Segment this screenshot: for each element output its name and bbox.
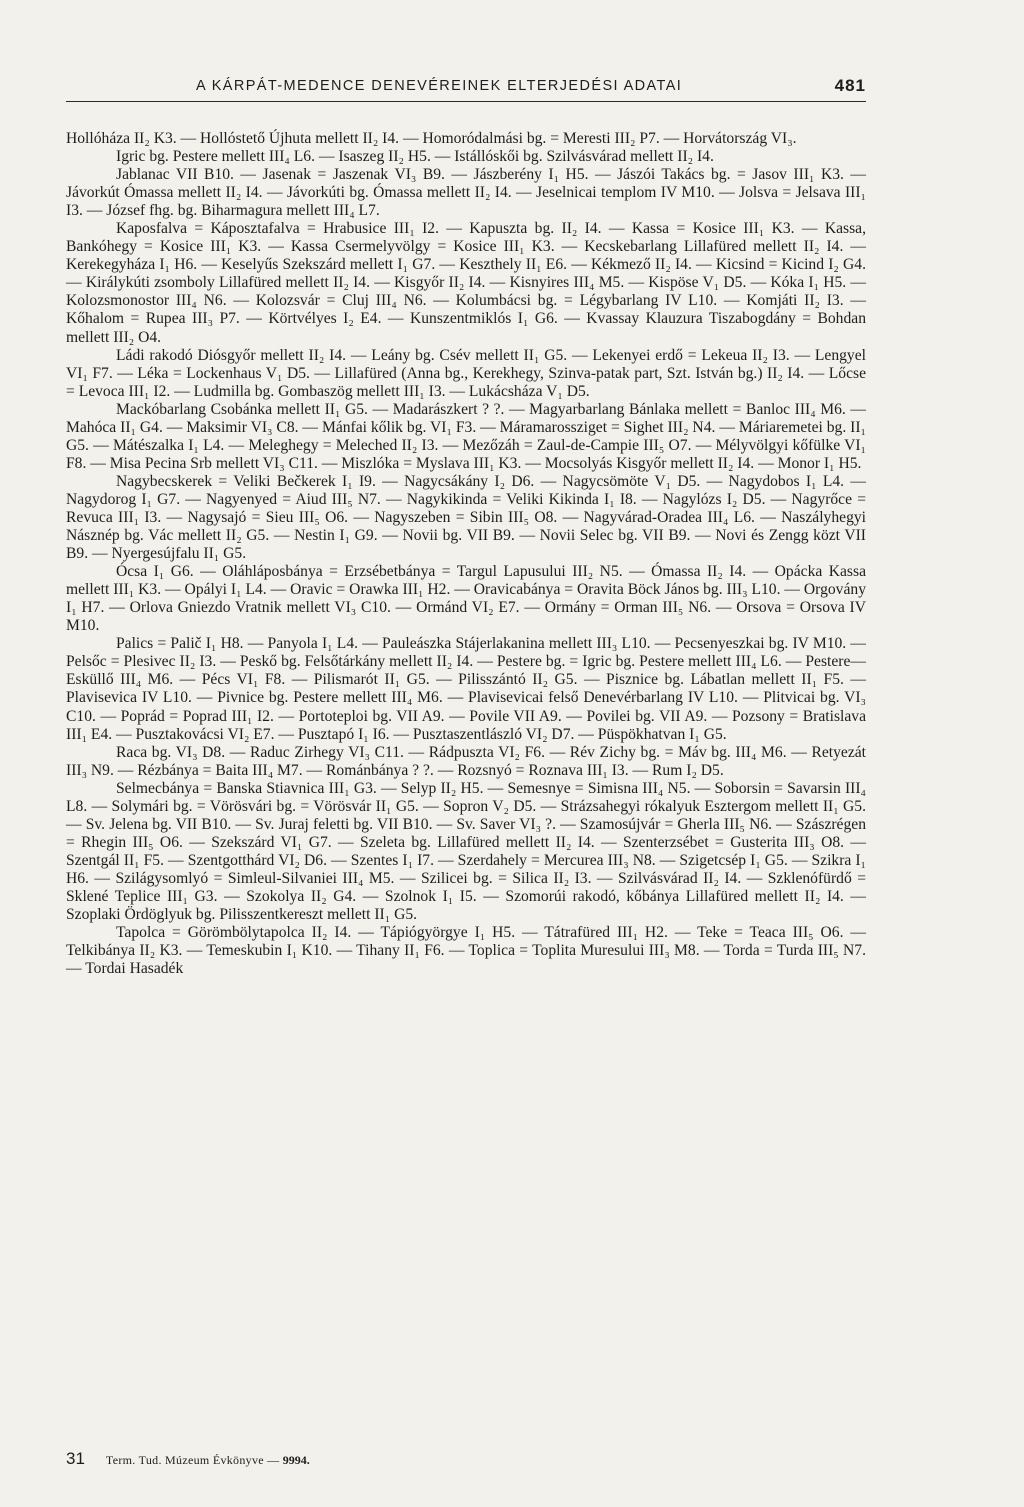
signature-mark: 31 <box>66 1449 85 1468</box>
page-footer <box>66 1449 866 1469</box>
page-number: 481 <box>834 76 866 95</box>
paragraph-j: Jablanac VII B10. — Jasenak = Jaszenak VI₃ B9. — Jászberény I₁ H5. — Jászói Takács bg. = Jasov III₁ K3. — Jávorkút Ómassa mellett II₂ I4. — Jávorkúti bg. Ómassa mellett II₂ I4. — Jeselnicai templom IV M10. — Jolsva = Jelsava III₁ I3. — József fhg. bg. Biharmagura mellett III₄ L7. <box>66 166 866 220</box>
paragraph-l: Ládi rakodó Diósgyőr mellett II₂ I4. — Leány bg. Csév mellett II₁ G5. — Lekenyei erdő = Lekeua II₂ I3. — Lengyel VI₁ F7. — Léka = Lockenhaus V₁ D5. — Lillafüred (Anna bg., Kerekhegy, Szinva-patak part, Szt. István bg.) II₂ I4. — Lőcse = Levoca III₁ I2. — Ludmilla bg. Gombaszög mellett III₁ I3. — Lukácsháza V₁ D5. <box>66 346 866 400</box>
paragraph-o: Ócsa I₁ G6. — Oláhláposbánya = Erzsébetbánya = Targul Lapusului III₂ N5. — Ómassa II₂ I4. — Opácka Kassa mellett III₁ K3. — Opályi I₁ L4. — Oravic = Orawka III₁ H2. — Oravicabánya = Oravita Böck János bg. III₃ L10. — Orgovány I₁ H7. — Orlova Gniezdo Vratnik mellett VI₃ C10. — Ormánd VI₂ E7. — Ormány = Orman III₅ N6. — Orsova = Orsova IV M10. <box>66 563 866 635</box>
page-header <box>66 74 866 100</box>
header-rule <box>66 101 866 102</box>
paragraph-h: Hollóháza II₂ K3. — Hollóstető Újhuta mellett II₂ I4. — Homoródalmási bg. = Meresti III₂ P7. — Horvátország VI₃. <box>66 130 797 147</box>
running-title: A KÁRPÁT-MEDENCE DENEVÉREINEK ELTERJEDÉSI ADATAI <box>196 78 683 94</box>
footer-text: Term. Tud. Múzeum Évkönyve — <box>105 1453 283 1467</box>
paragraph-p: Palics = Palič I₁ H8. — Panyola I₁ L4. — Pauleászka Stájerlakanina mellett III₃ L10. — Pecsenyeszkai bg. IV M10. — Pelsőc = Plesivec II₂ I3. — Peskő bg. Felsőtárkány mellett II₂ I4. — Pestere bg. = Igric bg. Pestere mellett III₄ L6. — Pestere—Esküllő III₄ M6. — Pécs VI₁ F8. — Pilismarót II₁ G5. — Pilisszántó II₂ G5. — Pisznice bg. Lábatlan mellett II₁ F5. — Plavisevica IV L10. — Pivnice bg. Pestere mellett III₄ M6. — Plavisevicai felső Denevérbarlang IV L10. — Plitvicai bg. VI₃ C10. — Poprád = Poprad III₁ I2. — Portoteploi bg. VII A9. — Povile VII A9. — Povilei bg. VII A9. — Pozsony = Bratislava III₁ E4. — Pusztakovácsi VI₂ E7. — Pusztapó I₁ I6. — Pusztaszentlászló VI₂ D7. — Püspökhatvan I₁ G5. <box>66 635 866 743</box>
gazetteer-text <box>66 130 866 978</box>
paragraph-t: Tapolca = Görömbölytapolca II₂ I4. — Tápiógyörgye I₁ H5. — Tátrafüred III₁ H2. — Teke = Teaca III₅ O6. — Telkibánya II₂ K3. — Temeskubin I₁ K10. — Tihany II₁ F6. — Toplica = Toplita Muresului III₃ M8. — Torda = Turda III₅ N7. — Tordai Hasadék <box>66 924 866 978</box>
footer-year: 9994. <box>282 1453 310 1467</box>
paragraph-k: Kaposfalva = Káposztafalva = Hrabusice III₁ I2. — Kapuszta bg. II₂ I4. — Kassa = Kosice III₁ K3. — Kassa, Bankóhegy = Kosice III₁ K3. — Kassa Csermelyvölgy = Kosice III₁ K3. — Kecskebarlang Lillafüred mellett II₂ I4. — Kerekegyháza I₁ H6. — Keselyűs Szekszárd mellett I₁ G7. — Keszthely II₁ E6. — Kékmező II₂ I4. — Kicsind = Kicind I₂ G4. — Királykúti zsomboly Lillafüred mellett II₂ I4. — Kisgyőr II₂ I4. — Kisnyires III₄ M5. — Kispöse V₁ D5. — Kóka I₁ H5. — Kolozsmonostor III₄ N6. — Kolozsvár = Cluj III₄ N6. — Kolumbácsi bg. = Légybarlang IV L10. — Komjáti II₂ I3. — Kőhalom = Rupea III₃ P7. — Körtvélyes I₂ E4. — Kunszentmiklós I₁ G6. — Kvassay Klauzura Tiszabogdány = Bohdan mellett III₂ O4. <box>66 220 866 346</box>
paragraph-i: Igric bg. Pestere mellett III₄ L6. — Isaszeg II₂ H5. — Istállóskői bg. Szilvásvárad mellett II₂ I4. <box>116 148 714 166</box>
paragraph-s: Selmecbánya = Banska Stiavnica III₁ G3. — Selyp II₂ H5. — Semesnye = Simisna III₄ N5. — Soborsin = Savarsin III₄ L8. — Solymári bg. = Vörösvári bg. = Vörösvár II₁ G5. — Sopron V₂ D5. — Strázsahegyi rókalyuk Esztergom mellett II₁ G5. — Sv. Jelena bg. VII B10. — Sv. Juraj feletti bg. VII B10. — Sv. Saver VI₃ ?. — Szamosújvár = Gherla III₅ N6. — Szászrégen = Rhegin III₅ O6. — Szekszárd VI₁ G7. — Szeleta bg. Lillafüred mellett II₂ I4. — Szenterzsébet = Gusterita III₃ O8. — Szentgál II₁ F5. — Szentgotthárd VI₂ D6. — Szentes I₁ I7. — Szerdahely = Mercurea III₃ N8. — Szigetcsép I₁ G5. — Szikra I₁ H6. — Szilágysomlyó = Simleul-Silvaniei III₄ M5. — Szilicei bg. = Silica II₂ I3. — Szilvásvárad II₂ I4. — Szklenófürdő = Sklené Teplice III₁ G3. — Szokolya II₂ G4. — Szolnok I₁ I5. — Szomorúi rakodó, kőbánya Lillafüred mellett II₂ I4. — Szoplaki Ördöglyuk bg. Pilisszentkereszt mellett II₁ G5. <box>66 779 866 924</box>
paragraph-m: Mackóbarlang Csobánka mellett II₁ G5. — Madarászkert ? ?. — Magyarbarlang Bánlaka mellett = Banloc III₄ M6. — Mahóca II₁ G4. — Maksimir VI₃ C8. — Mánfai kőlik bg. VI₁ F3. — Máramarossziget = Sighet III₂ N4. — Máriaremetei bg. II₁ G5. — Mátészalka I₁ L4. — Meleghegy = Meleched II₂ I3. — Mezőzáh = Zaul-de-Campie III₅ O7. — Mélyvölgyi kőfülke VI₁ F8. — Misa Pecina Srb mellett VI₃ C11. — Miszlóka = Myslava III₁ K3. — Mocsolyás Kisgyőr mellett II₂ I4. — Monor I₁ H5. <box>66 400 866 472</box>
paragraph-n: Nagybecskerek = Veliki Bečkerek I₁ I9. — Nagycsákány I₂ D6. — Nagycsömöte V₁ D5. — Nagydobos I₁ L4. — Nagydorog I₁ G7. — Nagyenyed = Aiud III₅ N7. — Nagykikinda = Veliki Kikinda I₁ I8. — Nagylózs I₂ D5. — Nagyrőce = Revuca III₁ I3. — Nagysajó = Sieu III₅ O6. — Nagyszeben = Sibin III₅ O8. — Nagyvárad-Oradea III₄ L6. — Naszályhegyi Násznép bg. Vác mellett II₂ G5. — Nestin I₁ G9. — Novii bg. VII B9. — Novii Selec bg. VII B9. — Novi és Zengg közt VII B9. — Nyergesújfalu II₁ G5. <box>66 472 866 563</box>
paragraph-r: Raca bg. VI₃ D8. — Raduc Zirhegy VI₃ C11. — Rádpuszta VI₂ F6. — Rév Zichy bg. = Máv bg. III₄ M6. — Retyezát III₃ N9. — Rézbánya = Baita III₄ M7. — Románbánya ? ?. — Rozsnyó = Roznava III₁ I3. — Rum I₂ D5. <box>66 743 866 779</box>
